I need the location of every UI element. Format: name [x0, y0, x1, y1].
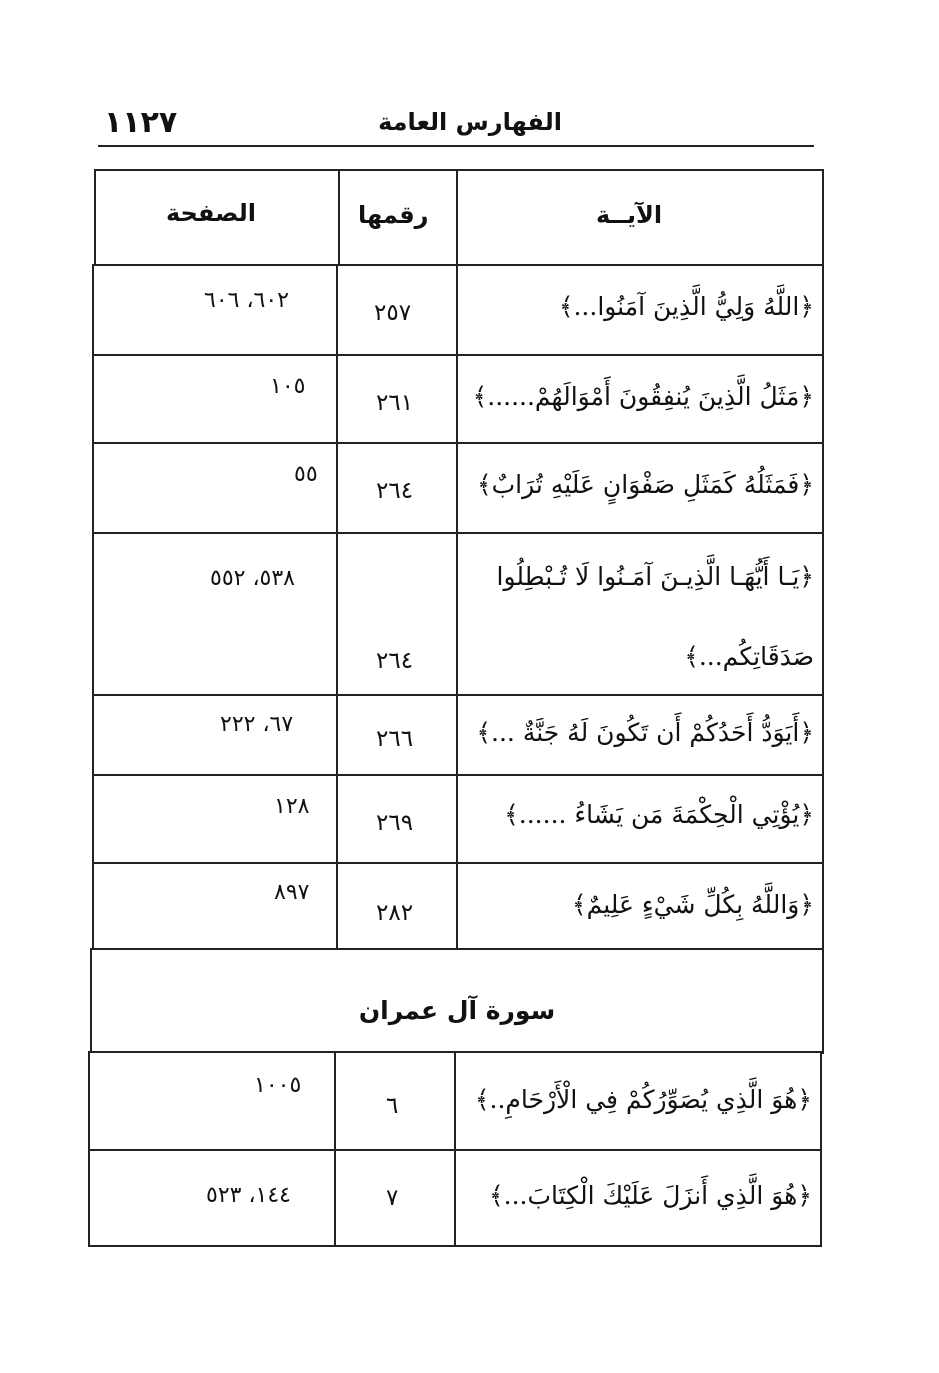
table-row-verse: ﴿يُؤْتِي الْحِكْمَةَ مَن يَشَاءُ ......﴾: [504, 800, 814, 829]
table-row-verse: ﴿وَاللَّهُ بِكُلِّ شَيْءٍ عَلِيمٌ﴾: [571, 890, 814, 919]
table-row-pages: ٨٩٧: [274, 880, 310, 905]
table-row-pages: ٦٧، ٢٢٢: [220, 712, 294, 737]
table-row-pages: ٥٥: [294, 462, 318, 487]
row-divider: [94, 354, 822, 356]
table-row-number: ٢٥٧: [374, 300, 412, 326]
column-divider: [336, 266, 338, 950]
row-divider: [94, 694, 822, 696]
column-divider: [456, 266, 458, 950]
table-row-verse: ﴿أَيَوَدُّ أَحَدُكُمْ أَن تَكُونَ لَهُ جَنَّةٌ ...﴾: [476, 718, 814, 747]
verse-table-baqarah: [92, 264, 824, 950]
table-row-pages: ١٠٠٥: [254, 1073, 302, 1098]
table-row-verse-line-1: ﴿يَـا أَيُّهَـا الَّذِيـنَ آمَـنُوا لَا تُـبْطِلُوا: [496, 562, 814, 591]
table-row-verse: ﴿مَثَلُ الَّذِينَ يُنفِقُونَ أَمْوَالَهُمْ......﴾: [472, 382, 814, 411]
page-header-title: الفهارس العامة: [378, 108, 562, 136]
table-header: [94, 169, 824, 267]
column-header-pages: الصفحة: [166, 199, 257, 227]
column-divider: [456, 171, 458, 267]
column-divider: [338, 171, 340, 267]
table-row-verse: ﴿اللَّهُ وَلِيُّ الَّذِينَ آمَنُوا...﴾: [558, 292, 814, 321]
surah-heading-block: [90, 948, 824, 1054]
surah-heading: سورة آل عمران: [358, 996, 556, 1025]
table-row-verse: ﴿فَمَثَلُهُ كَمَثَلِ صَفْوَانٍ عَلَيْهِ تُرَابٌ﴾: [476, 470, 814, 499]
table-row-pages: ١٠٥: [270, 374, 306, 399]
table-row-number: ٢٦٩: [376, 810, 414, 836]
column-header-verse: الآيــة: [596, 201, 663, 229]
table-row-verse: ﴿هُوَ الَّذِي يُصَوِّرُكُمْ فِي الْأَرْحَامِ..﴾: [474, 1085, 812, 1114]
page-number: ١١٢٧: [104, 105, 178, 140]
table-row-number: ٢٦٤: [376, 478, 414, 504]
row-divider: [94, 442, 822, 444]
table-row-verse: ﴿هُوَ الَّذِي أَنزَلَ عَلَيْكَ الْكِتَابَ...﴾: [488, 1181, 812, 1210]
column-header-number: رقمها: [358, 201, 429, 229]
row-divider: [94, 862, 822, 864]
table-row-number: ٢٦١: [376, 390, 414, 416]
table-row-pages: ١٤٤، ٥٢٣: [206, 1183, 291, 1208]
row-divider: [90, 1149, 820, 1151]
header-divider: [98, 145, 814, 147]
verse-table-al-imran: [88, 1051, 822, 1247]
table-row-number: ٢٨٢: [376, 900, 414, 926]
table-row-number: ٦: [386, 1093, 399, 1119]
row-divider: [94, 532, 822, 534]
table-row-number: ٢٦٤: [376, 648, 414, 674]
table-row-pages: ٦٠٢، ٦٠٦: [204, 288, 289, 313]
row-divider: [94, 774, 822, 776]
table-row-verse-line-2: صَدَقَاتِكُم...﴾: [684, 642, 814, 671]
table-row-pages: ١٢٨: [274, 794, 310, 819]
table-row-number: ٧: [386, 1185, 399, 1211]
table-row-number: ٢٦٦: [376, 726, 414, 752]
table-row-pages: ٥٣٨، ٥٥٢: [210, 566, 295, 591]
